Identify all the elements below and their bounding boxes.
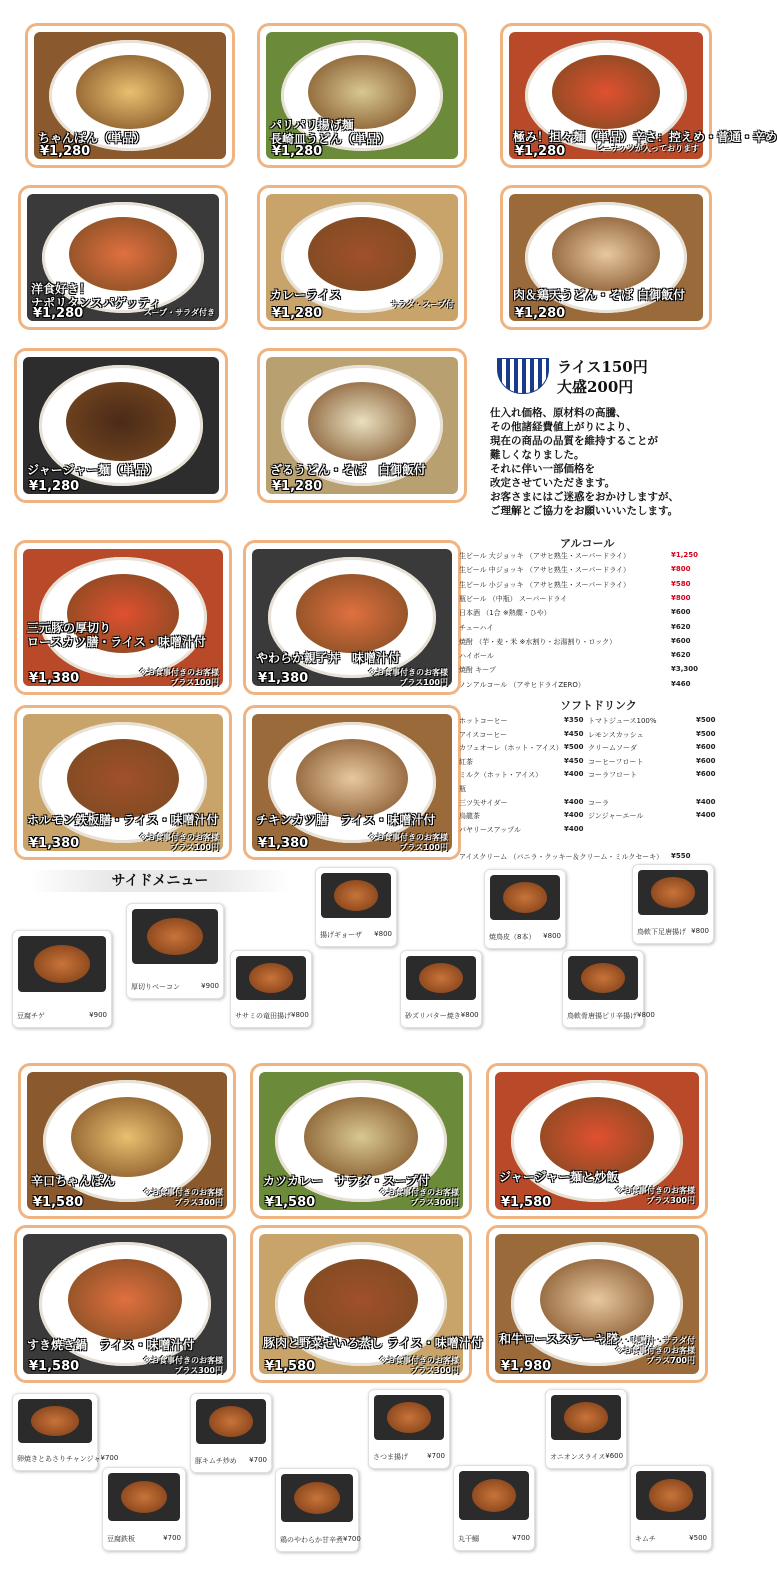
dish-price: ¥1,280 (272, 144, 323, 159)
side-dish-name: 丸干鰯 (458, 1535, 479, 1543)
menu-card[interactable] (18, 185, 228, 330)
side-dish-price: ¥700 (343, 1535, 361, 1543)
side-dish-price: ¥700 (163, 1534, 181, 1542)
dish-name: チキンカツ膳 ライス・味噌汁付 (256, 813, 436, 827)
side-dish-price: ¥900 (201, 982, 219, 990)
side-dish[interactable] (315, 867, 397, 947)
softdrink-name: ホットコーヒー (459, 717, 508, 725)
menu-card[interactable] (500, 23, 777, 168)
dish-note: スープ・サラダ付き (143, 308, 215, 317)
menu-card[interactable] (250, 1063, 472, 1219)
dish-note: ライス・味噌汁・サラダ付 ※お食事付きのお客様 プラス700円 (599, 1336, 695, 1365)
softdrink-name: アイスコーヒー (459, 730, 508, 739)
menu-card[interactable] (14, 540, 232, 695)
drink-name: チューハイ (459, 623, 494, 632)
side-dish-label (320, 930, 392, 940)
side-dish-label (17, 1454, 119, 1464)
softdrink-price: ¥400 (696, 811, 716, 820)
dish-note: ※お食事付きのお客様 プラス100円 (139, 668, 219, 687)
softdrink-name: 紅茶 (459, 757, 473, 766)
drink-row (459, 594, 719, 604)
softdrink-name: ミルク（ホット・アイス） (459, 771, 543, 780)
side-dish-name: 豚キムチ炒め (195, 1457, 237, 1465)
softdrink-name: コーラ (588, 798, 609, 807)
side-dish-label (131, 982, 219, 992)
dish-name: パリパリ揚げ麺 長崎皿うどん（単品） (270, 118, 391, 146)
side-menu-title: サイドメニュー (30, 870, 290, 892)
dish-name: ホルモン鉄板膳・ライス・味噌汁付 (27, 813, 219, 827)
softdrink-row (459, 784, 589, 794)
side-dish-name: 揚げギョーザ (320, 931, 362, 939)
softdrink-row (459, 811, 589, 821)
side-dish-label (373, 1452, 445, 1462)
dish-price: ¥1,380 (29, 671, 80, 686)
drink-price: ¥460 (671, 679, 691, 688)
drink-row (459, 637, 719, 647)
drink-name: 生ビール 小ジョッキ （アサヒ熟生・スーパードライ） (459, 580, 630, 589)
dish-note: ※お食事付きのお客様 プラス100円 (139, 833, 219, 852)
side-dish-photo (236, 956, 306, 1000)
side-dish-price: ¥800 (291, 1011, 309, 1019)
drink-price: ¥800 (671, 593, 691, 602)
softdrink-row (459, 770, 589, 780)
food-image (308, 382, 416, 461)
food-image (296, 574, 408, 653)
side-dish-photo (636, 1471, 706, 1520)
softdrink-price: ¥500 (564, 743, 584, 752)
softdrink-price: ¥400 (564, 811, 584, 820)
drink-price: ¥580 (671, 579, 691, 588)
dish-price: ¥1,980 (501, 1359, 552, 1374)
softdrink-price: ¥500 (696, 716, 716, 724)
dish-name: カツカレー サラダ・スープ付 (263, 1174, 430, 1188)
menu-card[interactable] (257, 185, 467, 330)
menu-card[interactable] (14, 1225, 236, 1383)
icecream-price: ¥550 (671, 852, 691, 860)
food-image (540, 1097, 654, 1177)
dish-note: ※お食事付きのお客様 プラス300円 (379, 1356, 459, 1375)
notice-line: その他諸経費値上がりにより、 (490, 421, 637, 433)
menu-card[interactable] (14, 705, 232, 860)
side-dish-price: ¥600 (605, 1452, 624, 1460)
softdrink-row (459, 798, 589, 808)
side-dish-name: 豆腐チゲ (17, 1012, 45, 1020)
dish-photo (23, 549, 223, 686)
food-image (308, 217, 416, 291)
dish-price: ¥1,280 (515, 306, 566, 321)
dish-photo (23, 1234, 227, 1374)
softdrink-price: ¥450 (564, 756, 584, 765)
food-image (552, 217, 661, 291)
side-dish-label (195, 1456, 267, 1466)
dish-note: ※お食事付きのお客様 プラス100円 (368, 668, 448, 687)
drink-name: 焼酎 キープ (459, 666, 496, 675)
softdrink-name: 烏龍茶 (459, 812, 480, 821)
food-image (71, 1097, 183, 1177)
dish-photo (252, 549, 452, 686)
softdrink-row (459, 825, 589, 835)
dish-price: ¥1,280 (40, 144, 91, 159)
softdrink-row (588, 757, 718, 767)
dish-price: ¥1,280 (272, 306, 323, 321)
food-image (68, 1259, 182, 1340)
side-dish-photo (459, 1471, 529, 1520)
dish-name: 極み！担々麺（単品）辛さ：控えめ・普通・辛め (513, 130, 777, 144)
dish-name: 和牛ロースステーキ膳 (499, 1332, 619, 1346)
side-dish[interactable] (453, 1465, 535, 1551)
food-image (76, 55, 184, 129)
drink-name: ハイボール (459, 652, 494, 661)
drink-row (459, 623, 719, 633)
softdrink-price: ¥500 (696, 729, 716, 738)
side-dish-photo (374, 1395, 444, 1440)
notice-line: 改定させていただきます。 (490, 477, 616, 489)
drink-name: 瓶ビール （中瓶） スーパードライ (459, 594, 568, 603)
dish-name: 洋食好き！ ナポリタンスパゲッティ (31, 282, 162, 310)
side-dish-name: 厚切りベーコン (131, 983, 180, 991)
side-dish[interactable] (484, 869, 566, 949)
icecream-row (459, 852, 719, 862)
side-dish-price: ¥800 (543, 932, 561, 940)
side-dish-price: ¥800 (691, 927, 709, 935)
notice-line: 現在の商品の品質を維持することが (490, 435, 658, 447)
dish-photo (252, 714, 452, 851)
drink-price: ¥620 (671, 651, 691, 660)
food-image (552, 55, 661, 129)
dish-note: ※お食事付きのお客様 プラス300円 (615, 1186, 695, 1205)
side-dish-label (637, 927, 709, 937)
food-image (304, 1259, 418, 1340)
menu-card[interactable] (243, 540, 461, 695)
dish-name: ちゃんぽん（単品） (38, 131, 147, 145)
softdrink-name: コーラフロート (588, 771, 637, 780)
drink-row (459, 565, 719, 575)
softdrink-name: トマトジュース100% (588, 717, 657, 725)
food-image (304, 1097, 418, 1177)
side-dish-photo (132, 909, 218, 964)
side-dish[interactable] (230, 950, 312, 1028)
dish-name: ジャージャー麺と炒飯 (499, 1170, 619, 1184)
side-dish[interactable] (190, 1393, 272, 1473)
softdrink-price: ¥400 (564, 824, 584, 833)
side-dish-photo (18, 1399, 92, 1443)
side-dish-photo (281, 1474, 353, 1522)
notice-line: それに伴い一部価格を (490, 463, 595, 475)
dish-price: ¥1,380 (258, 836, 309, 851)
dish-price: ¥1,580 (29, 1359, 80, 1374)
food-image (67, 739, 179, 818)
softdrink-name: レモンスカッシュ (588, 730, 644, 739)
food-image (66, 382, 176, 461)
dish-note: ※お食事付きのお客様 プラス100円 (368, 833, 448, 852)
menu-card[interactable] (486, 1225, 708, 1383)
dish-name: カレーライス (270, 288, 342, 302)
dish-name: すき焼き鍋 ライス・味噌汁付 (27, 1338, 195, 1352)
side-dish-photo (321, 873, 391, 918)
softdrink-name: カフェオーレ（ホット・アイス） (459, 744, 563, 753)
dish-name: やわらか親子丼 味噌汁付 (256, 651, 401, 665)
side-dish[interactable] (368, 1389, 450, 1469)
softdrink-row (588, 798, 718, 808)
softdrink-row (588, 716, 718, 726)
softdrink-price: ¥400 (564, 770, 584, 779)
side-dish-photo (551, 1395, 621, 1440)
side-dish-name: 卵焼きとあさりチャンジャ (17, 1455, 101, 1463)
side-dish-photo (18, 936, 106, 992)
side-dish-name: さつま揚げ (373, 1453, 408, 1461)
alcohol-heading: アルコール (560, 537, 615, 550)
drink-row (459, 551, 719, 561)
dish-name: 三元豚の厚切り ロースカツ膳・ライス・味噌汁付 (27, 621, 206, 649)
side-dish-price: ¥900 (89, 1011, 107, 1019)
side-dish-label (489, 932, 561, 942)
drink-name: 生ビール 大ジョッキ （アサヒ熟生・スーパードライ） (459, 552, 630, 560)
dish-price: ¥1,580 (501, 1195, 552, 1210)
side-dish-name: オニオンスライス (550, 1453, 606, 1461)
dish-photo (259, 1234, 463, 1374)
drink-name: 生ビール 中ジョッキ （アサヒ熟生・スーパードライ） (459, 566, 630, 575)
softdrink-row (459, 730, 589, 740)
side-dish[interactable] (562, 950, 655, 1028)
dish-price: ¥1,280 (33, 306, 84, 321)
notice-line: お客さまにはご迷惑をおかけしますが、 (490, 491, 679, 503)
dish-price: ¥1,380 (29, 836, 80, 851)
food-image (296, 739, 408, 818)
softdrink-name: 瓶 (459, 785, 466, 793)
notice-line: 仕入れ価格、原材料の高騰、 (490, 407, 627, 419)
rice-large-price: 大盛200円 (557, 378, 634, 396)
side-dish-label (17, 1011, 107, 1021)
drink-price: ¥800 (671, 565, 691, 574)
dish-note: ※お食事付きのお客様 プラス300円 (143, 1356, 223, 1375)
side-dish[interactable] (12, 930, 112, 1028)
menu-card[interactable] (18, 1063, 236, 1219)
softdrink-price: ¥400 (696, 797, 716, 806)
softdrink-row (459, 743, 589, 753)
side-dish-name: 鳥軟骨唐揚ピリ辛揚げ (567, 1012, 637, 1020)
softdrink-price: ¥400 (564, 797, 584, 806)
side-dish[interactable] (545, 1389, 627, 1469)
menu-card[interactable] (257, 348, 467, 503)
rice-price: ライス150円 (557, 358, 648, 376)
food-image (69, 217, 177, 291)
side-dish-name: ササミの竜田揚げ (235, 1012, 291, 1020)
dish-note: サラダ・スープ付 (390, 300, 454, 309)
dish-price: ¥1,280 (272, 479, 323, 494)
drink-price: ¥600 (671, 608, 691, 617)
side-dish-label (280, 1535, 361, 1545)
softdrink-name: クリームソーダ (588, 744, 637, 753)
side-dish[interactable] (12, 1393, 119, 1471)
softdrink-name: バヤリースアップル (459, 825, 521, 834)
dish-price: ¥1,280 (515, 144, 566, 159)
food-image (540, 1259, 654, 1340)
softdrink-heading: ソフトドリンク (560, 699, 637, 712)
softdrink-price: ¥600 (696, 756, 716, 765)
side-dish[interactable] (275, 1468, 359, 1552)
softdrink-row (588, 770, 718, 780)
dish-price: ¥1,580 (265, 1195, 316, 1210)
side-dish-price: ¥800 (460, 1011, 479, 1019)
drink-name: 焼酎 （芋・麦・米 ※水割り・お湯割り・ロック） (459, 637, 617, 646)
softdrink-price: ¥600 (696, 770, 716, 779)
softdrink-row (459, 757, 589, 767)
side-dish-price: ¥700 (100, 1454, 119, 1462)
drink-row (459, 651, 719, 661)
side-dish[interactable] (102, 1467, 186, 1551)
dish-name: 辛口ちゃんぽん (31, 1174, 116, 1188)
side-dish[interactable] (400, 950, 482, 1028)
dish-photo (23, 714, 223, 851)
drink-price: ¥620 (671, 622, 691, 631)
side-dish-price: ¥700 (249, 1456, 267, 1464)
dish-name: ざるうどん・そば 白御飯付 (270, 463, 427, 477)
side-dish-name: 鳥軟下足唐揚げ (637, 928, 686, 936)
menu-card[interactable] (243, 705, 461, 860)
side-dish-photo (196, 1399, 266, 1444)
side-dish-label (550, 1452, 622, 1462)
side-dish-photo (568, 956, 638, 1000)
side-dish-label (635, 1534, 707, 1544)
side-dish-price: ¥700 (512, 1534, 530, 1542)
dish-price: ¥1,380 (258, 671, 309, 686)
side-dish-photo (638, 870, 708, 915)
softdrink-row (588, 730, 718, 740)
side-dish[interactable] (632, 864, 714, 944)
softdrink-price: ¥600 (696, 743, 716, 752)
drink-row (459, 665, 719, 675)
side-dish-label (458, 1534, 530, 1544)
dish-price: ¥1,280 (29, 479, 80, 494)
side-dish-name: 豆腐鉄板 (107, 1535, 135, 1543)
side-dish-label (235, 1011, 307, 1021)
dish-name: 肉＆鶏天うどん・そば 白御飯付 (513, 288, 686, 302)
side-dish[interactable] (126, 903, 224, 999)
softdrink-row (588, 743, 718, 753)
notice-line: 難しくなりました。 (490, 449, 585, 461)
drink-row (459, 580, 719, 590)
dish-note: ※お食事付きのお客様 プラス300円 (379, 1188, 459, 1207)
dish-note: ピーナッツが入っております (595, 144, 699, 153)
notice-line: ご理解とご協力をお願いいいたします。 (490, 505, 679, 517)
side-dish-price: ¥800 (637, 1011, 655, 1019)
softdrink-name: コーヒーフロート (588, 757, 644, 766)
side-dish-name: キムチ (635, 1535, 656, 1543)
drink-row (459, 608, 719, 618)
dish-price: ¥1,580 (265, 1359, 316, 1374)
softdrink-row (459, 716, 589, 726)
dish-price: ¥1,580 (33, 1195, 84, 1210)
drink-name: ノンアルコール （アサヒドライZERO） (459, 680, 585, 689)
side-dish[interactable] (630, 1465, 712, 1551)
rice-bowl-icon (497, 358, 549, 394)
softdrink-name: 三ツ矢サイダー (459, 798, 508, 807)
softdrink-price: ¥450 (564, 729, 584, 738)
menu-card[interactable] (25, 23, 235, 168)
side-dish-photo (490, 875, 560, 920)
side-dish-label (107, 1534, 181, 1544)
dish-name: 豚肉と野菜せいろ蒸し ライス・味噌汁付 (263, 1336, 483, 1350)
side-dish-photo (406, 956, 476, 1000)
side-dish-name: 焼鳥皮（8本） (489, 933, 536, 941)
menu-card[interactable] (486, 1063, 708, 1219)
dish-note: ※お食事付きのお客様 プラス300円 (143, 1188, 223, 1207)
side-dish-photo (108, 1473, 180, 1521)
side-dish-price: ¥700 (427, 1452, 445, 1460)
side-dish-label (567, 1011, 655, 1021)
softdrink-name: ジンジャーエール (588, 812, 644, 821)
menu-card[interactable] (250, 1225, 483, 1383)
side-dish-label (405, 1011, 477, 1021)
softdrink-price: ¥350 (564, 716, 584, 724)
drink-row (459, 680, 719, 690)
drink-price: ¥1,250 (671, 551, 699, 559)
drink-name: 日本酒 （1合 ※熱燗・ひや） (459, 609, 551, 618)
icecream-name: アイスクリーム （バニラ・クッキー＆クリーム・ミルクセーキ） (459, 853, 664, 861)
side-dish-name: 砂ズリバター焼き (405, 1012, 461, 1020)
drink-price: ¥3,300 (671, 665, 699, 674)
side-dish-name: 鶏のやわらか甘辛煮 (280, 1536, 343, 1544)
dish-name: ジャージャー麺（単品） (27, 463, 159, 477)
drink-price: ¥600 (671, 636, 691, 645)
menu-card[interactable] (14, 348, 228, 503)
side-dish-price: ¥800 (374, 930, 392, 938)
side-dish-price: ¥500 (689, 1534, 707, 1542)
menu-card[interactable] (257, 23, 467, 168)
menu-card[interactable] (500, 185, 712, 330)
softdrink-row (588, 811, 718, 821)
